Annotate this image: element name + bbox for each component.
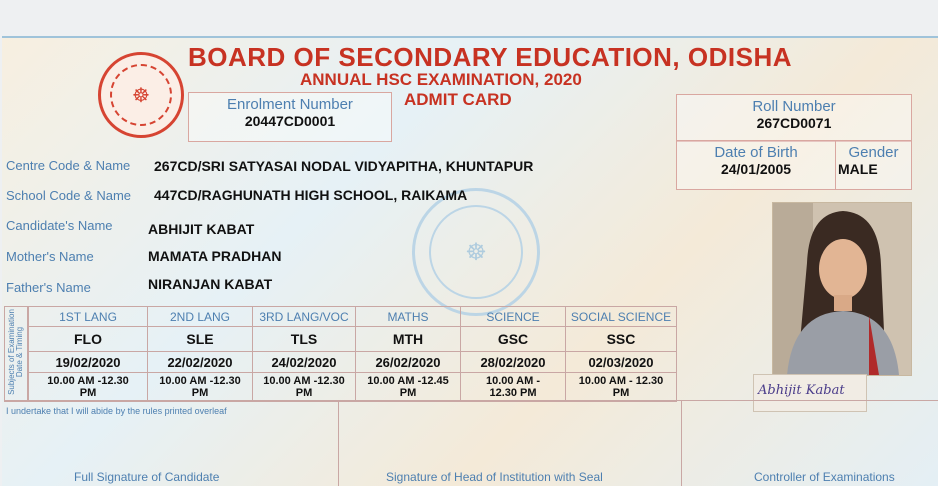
subject-code: SLE <box>148 327 253 352</box>
subject-header-3rd-lang: 3RD LANG/VOC <box>253 307 356 327</box>
exam-time-line1: 10.00 AM -12.45 <box>367 375 449 387</box>
centre-label: Centre Code & Name <box>6 158 131 173</box>
exam-time-line2: PM <box>295 387 313 399</box>
enrolment-box <box>188 92 392 142</box>
exam-time-line1: 10.00 AM -12.30 <box>263 375 345 387</box>
exam-date: 24/02/2020 <box>253 352 356 373</box>
dob-gender-box <box>676 140 912 190</box>
subjects-side-label-text: Subjects of Examination Date & Timing <box>7 309 24 395</box>
subject-header-maths: MATHS <box>356 307 461 327</box>
dob-label: Date of Birth <box>714 144 798 161</box>
subject-code: MTH <box>356 327 461 352</box>
father-label: Father's Name <box>6 280 91 295</box>
exam-time-line2: 12.30 PM <box>489 387 537 399</box>
lamp-book-icon: ☸ <box>110 64 172 126</box>
exam-time-line1: 10.00 AM -12.30 <box>47 375 129 387</box>
exam-time-line2: PM <box>79 387 97 399</box>
exam-date: 28/02/2020 <box>461 352 566 373</box>
exam-time <box>566 373 677 402</box>
exam-time-line1: 10.00 AM - 12.30 <box>578 375 664 387</box>
dob-cell <box>677 141 836 189</box>
board-watermark-seal <box>412 188 540 316</box>
centre-value: 267CD/SRI SATYASAI NODAL VIDYAPITHA, KHUNTAPUR <box>154 158 534 174</box>
enrolment-label: Enrolment Number <box>227 96 353 113</box>
candidate-label: Candidate's Name <box>6 218 113 233</box>
subject-code-row <box>29 327 677 352</box>
school-label: School Code & Name <box>6 188 132 203</box>
subject-code: SSC <box>566 327 677 352</box>
undertaking-text: I undertake that I will abide by the rules printed overleaf <box>6 406 227 416</box>
admit-card <box>2 36 938 486</box>
subjects-side-label <box>4 306 28 402</box>
roll-label: Roll Number <box>752 98 836 115</box>
enrolment-number: 20447CD0001 <box>244 113 336 129</box>
subject-header-row <box>29 307 677 327</box>
gender-cell <box>836 141 911 189</box>
school-value: 447CD/RAGHUNATH HIGH SCHOOL, RAIKAMA <box>154 187 468 203</box>
exam-time-line2: PM <box>612 387 630 399</box>
board-title: BOARD OF SECONDARY EDUCATION, ODISHA <box>188 42 792 72</box>
board-seal-logo <box>98 52 184 138</box>
exam-date: 26/02/2020 <box>356 352 461 373</box>
exam-date: 19/02/2020 <box>29 352 148 373</box>
exam-time-line2: PM <box>399 387 417 399</box>
exam-date: 22/02/2020 <box>148 352 253 373</box>
subject-header-2nd-lang: 2ND LANG <box>148 307 253 327</box>
exam-time-line1: 10.00 AM - <box>485 375 540 387</box>
admit-card-heading: ADMIT CARD <box>404 90 512 109</box>
exam-time <box>253 373 356 402</box>
exam-time <box>356 373 461 402</box>
exam-time-line2: PM <box>191 387 209 399</box>
subject-code: FLO <box>29 327 148 352</box>
roll-number: 267CD0071 <box>756 115 832 131</box>
candidate-portrait <box>773 203 911 375</box>
subjects-table <box>28 306 677 402</box>
gender-value: MALE <box>838 161 878 177</box>
subject-header-social-science: SOCIAL SCIENCE <box>566 307 677 327</box>
head-signature-label: Signature of Head of Institution with Seal <box>386 470 603 484</box>
subject-time-row <box>29 373 677 402</box>
exam-title: ANNUAL HSC EXAMINATION, 2020 <box>300 70 582 89</box>
subject-date-row <box>29 352 677 373</box>
candidate-signature: Abhijit Kabat <box>758 383 845 398</box>
exam-time-line1: 10.00 AM -12.30 <box>159 375 241 387</box>
candidate-signature-label: Full Signature of Candidate <box>74 470 220 484</box>
controller-signature-label: Controller of Examinations <box>754 470 895 484</box>
exam-time <box>148 373 253 402</box>
roll-box <box>676 94 912 142</box>
gender-label: Gender <box>848 144 899 161</box>
subject-header-science: SCIENCE <box>461 307 566 327</box>
father-value: NIRANJAN KABAT <box>148 276 273 292</box>
subject-header-1st-lang: 1ST LANG <box>29 307 148 327</box>
candidate-photo <box>772 202 912 376</box>
watermark-book-icon: ☸ <box>429 205 523 299</box>
mother-value: MAMATA PRADHAN <box>148 248 282 264</box>
mother-label: Mother's Name <box>6 249 94 264</box>
subject-code: GSC <box>461 327 566 352</box>
exam-date: 02/03/2020 <box>566 352 677 373</box>
subject-code: TLS <box>253 327 356 352</box>
exam-time <box>29 373 148 402</box>
exam-time <box>461 373 566 402</box>
dob-value: 24/01/2005 <box>720 161 792 177</box>
candidate-value: ABHIJIT KABAT <box>148 221 255 237</box>
